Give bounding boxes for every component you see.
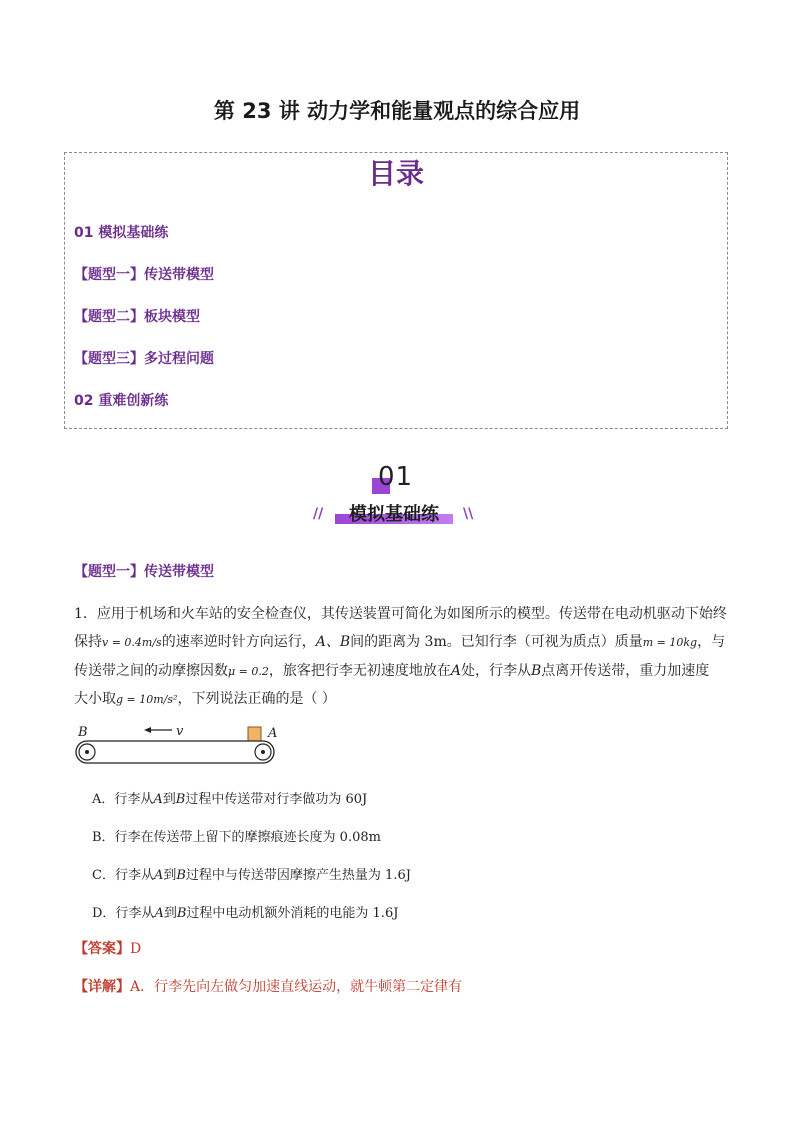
label-v: v [176,724,184,739]
mass-value: m = 10kg [642,636,698,649]
label-b: B [78,725,88,740]
velocity-value: v = 0.4m/s [102,636,162,649]
question-line-4: 大小取g = 10m/s²，下列说法正确的是（ ） [74,691,336,707]
right-pulley-axle [261,750,265,754]
section-banner-title: 模拟基础练 [349,504,439,525]
detail-line [74,976,462,996]
luggage-box [248,727,261,741]
section-banner [313,500,475,526]
detail-tag: 【详解】 [74,979,130,995]
option-a[interactable]: A．行李从A到B过程中传送带对行李做功为 60J [92,792,368,807]
detail-text: A．行李先向左做匀加速直线运动，就牛顿第二定律有 [130,979,463,995]
question-type-heading: 【题型一】传送带模型 [74,564,214,580]
gravity-value: g = 10m/s² [116,693,178,706]
label-a: A [268,726,278,741]
answer-tag: 【答案】 [74,941,130,957]
option-b[interactable]: B．行李在传送带上留下的摩擦痕迹长度为 0.08m [92,830,381,845]
friction-value: μ = 0.2 [228,665,269,678]
question-line-2: 保持v = 0.4m/s的速率逆时针方向运行，A、B间的距离为 3m。已知行李（可视为质点）质量m = 10kg，与 [74,634,726,650]
arrow-head [144,727,151,733]
toc-heading: 目录 [367,157,424,190]
option-d[interactable]: D．行李从A到B过程中电动机额外消耗的电能为 1.6J [92,906,399,921]
question-line-3: 传送带之间的动摩擦因数μ = 0.2，旅客把行李无初速度地放在A处，行李从B点离开传送带，重力加速度 [74,663,710,679]
points-ab: A、B [315,634,351,650]
toc-item-basic-practice[interactable]: 01 模拟基础练 [74,225,169,241]
toc-item-type-three[interactable]: 【题型三】多过程问题 [74,351,214,367]
section-banner-left-deco: // [313,506,324,522]
conveyor-belt-diagram [68,718,288,772]
page-title: 第 23 讲 动力学和能量观点的综合应用 [213,99,581,123]
toc-item-type-two[interactable]: 【题型二】板块模型 [74,309,200,325]
toc-box [64,152,728,429]
section-number-text: 01 [378,462,414,492]
question-line-1: 1．应用于机场和火车站的安全检查仪，其传送装置可简化为如图所示的模型。传送带在电动机驱动下始终 [74,606,727,622]
option-c[interactable]: C．行李从A到B过程中与传送带因摩擦产生热量为 1.6J [92,868,411,883]
section-number [370,462,430,496]
left-pulley-axle [85,750,89,754]
belt-outline [76,741,274,763]
toc-item-type-one[interactable]: 【题型一】传送带模型 [74,267,214,283]
toc-item-advanced-practice[interactable]: 02 重难创新练 [74,393,169,409]
answer-value: D [130,941,142,957]
answer-line [74,938,141,958]
section-banner-right-deco: \\ [463,506,474,522]
